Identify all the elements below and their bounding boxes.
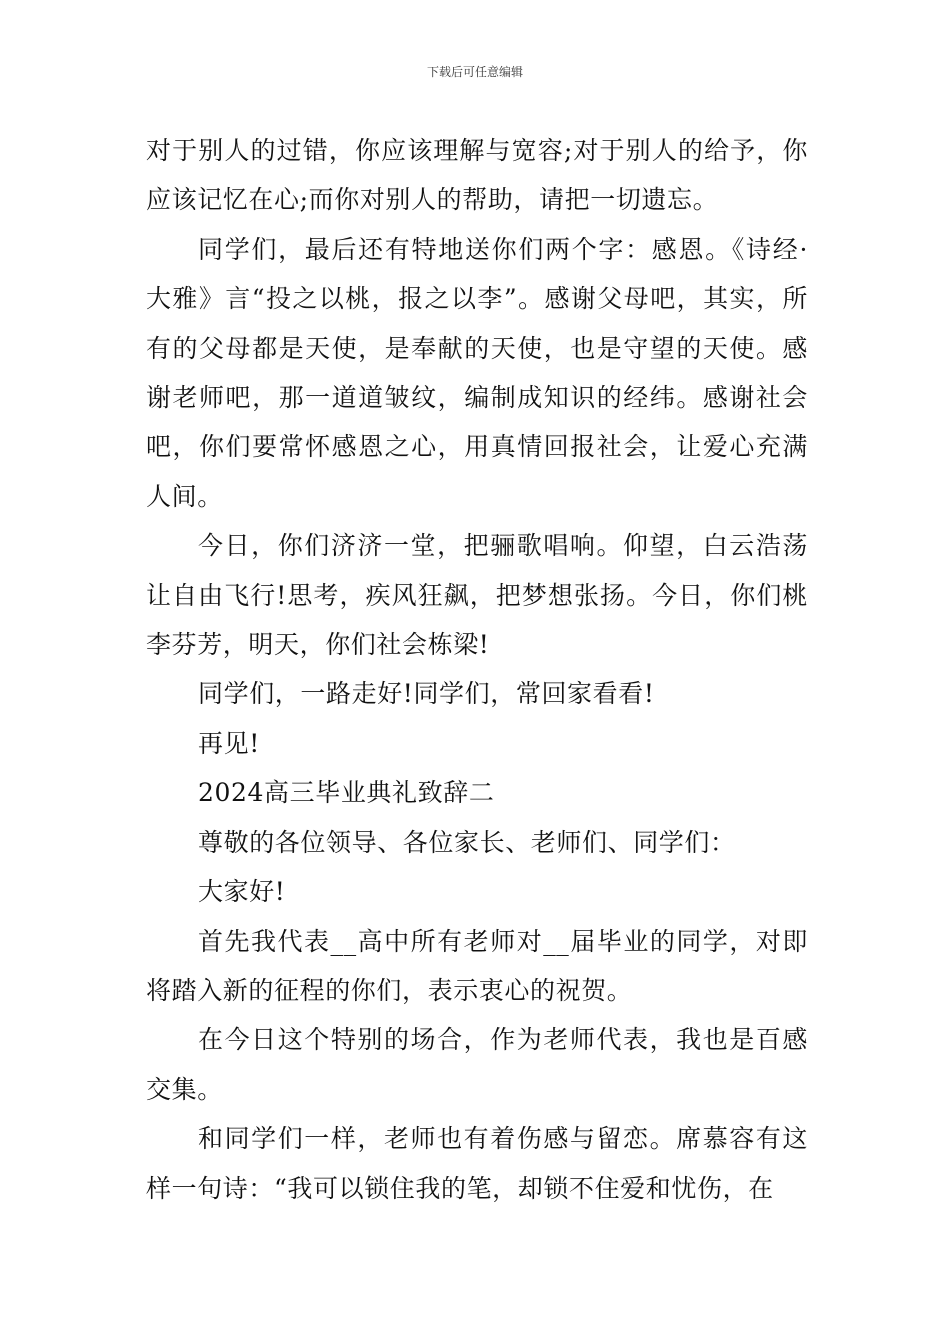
paragraph-2: 同学们，最后还有特地送你们两个字：感恩。《诗经·大雅》言“投之以桃，报之以李”。感谢父母吧，其实，所有的父母都是天使，是奉献的天使，也是守望的天使。感谢老师吧，那一道道皱纹，编制成知识的经纬。感谢社会吧，你们要常怀感恩之心，用真情回报社会，让爱心充满人间。 bbox=[146, 234, 808, 511]
paragraph-4: 同学们，一路走好!同学们，常回家看看! bbox=[198, 679, 655, 709]
greeting: 大家好! bbox=[198, 877, 286, 907]
paragraph-5: 再见! bbox=[198, 728, 260, 758]
paragraph-9: 首先我代表__高中所有老师对__届毕业的同学，对即将踏入新的征程的你们，表示衷心的祝贺。 bbox=[146, 926, 808, 1005]
salutation: 尊敬的各位领导、各位家长、老师们、同学们： bbox=[198, 827, 736, 857]
paragraph-10: 在今日这个特别的场合，作为老师代表，我也是百感交集。 bbox=[146, 1025, 808, 1104]
section-title: 2024高三毕业典礼致辞二 bbox=[198, 778, 495, 808]
paragraph-3: 今日，你们济济一堂，把骊歌唱响。仰望，白云浩荡让自由飞行!思考，疾风狂飙，把梦想张扬。今日，你们桃李芬芳，明天，你们社会栋梁! bbox=[146, 531, 808, 660]
page-header-note: 下载后可任意编辑 bbox=[426, 65, 523, 79]
paragraph-11: 和同学们一样，老师也有着伤感与留恋。席慕容有这样一句诗：“我可以锁住我的笔，却锁不住爱和忧伤，在 bbox=[146, 1124, 808, 1203]
document-body bbox=[146, 126, 808, 1213]
paragraph-1: 对于别人的过错，你应该理解与宽容;对于别人的给予，你应该记忆在心;而你对别人的帮助，请把一切遗忘。 bbox=[146, 136, 808, 215]
